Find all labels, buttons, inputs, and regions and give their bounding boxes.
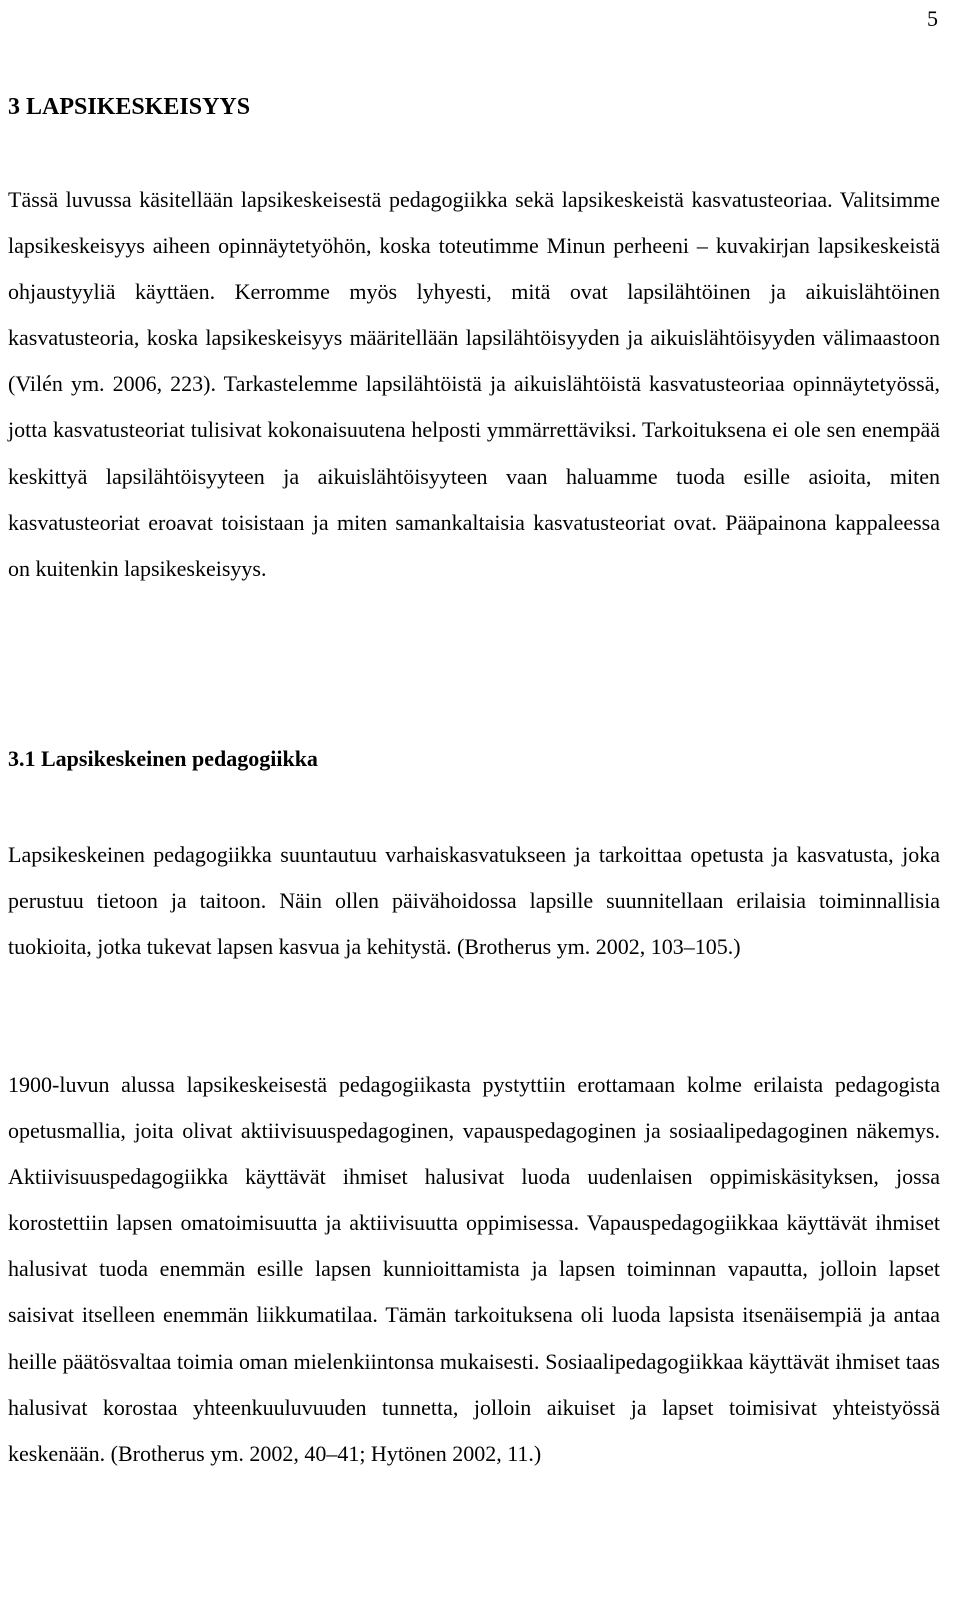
section-paragraph: Lapsikeskeinen pedagogiikka suuntautuu varhaiskasvatukseen ja tarkoittaa opetusta ja kasvatusta, joka perustuu tietoon ja taitoon. Näin ollen päivähoidossa lapsille suunnitellaan erilaisia toiminnallisia tuokioita, jotka tukevat lapsen kasvua ja kehitystä. (Brotherus ym. 2002, 103–105.) [8, 842, 940, 960]
section-heading: 3.1 Lapsikeskeinen pedagogiikka [8, 746, 318, 771]
section-paragraph: 1900-luvun alussa lapsikeskeisestä pedagogiikasta pystyttiin erottamaan kolme erilaista pedagogista opetusmallia, joita olivat aktiivisuuspedagoginen, vapauspedagoginen ja sosiaalipedagoginen näkemys. Aktiivisuuspedagogiikka käyttävät ihmiset halusivat luoda uudenlaisen oppimiskäsityksen, jossa korostettiin lapsen omatoimisuutta ja aktiivisuutta oppimisessa. Vapauspedagogiikkaa käyttävät ihmiset halusivat tuoda enemmän esille lapsen kunnioittamista ja lapsen toiminnan vapautta, jolloin lapset saisivat itselleen enemmän liikkumatilaa. Tämän tarkoituksena oli luoda lapsista itsenäisempiä ja antaa heille päätösvaltaa toimia oman mielenkiintonsa mukaisesti. Sosiaalipedagogiikkaa käyttävät ihmiset taas halusivat korostaa yhteenkuuluvuuden tunnetta, jolloin aikuiset ja lapset toimisivat yhteistyössä keskenään. (Brotherus ym. 2002, 40–41; Hytönen 2002, 11.) [8, 1072, 940, 1466]
chapter-heading: 3 LAPSIKESKEISYYS [8, 94, 251, 120]
chapter-intro-paragraph: Tässä luvussa käsitellään lapsikeskeisestä pedagogiikka sekä lapsikeskeistä kasvatusteoriaa. Valitsimme lapsikeskeisyys aiheen opinnäytetyöhön, koska toteutimme Minun perheeni – kuvakirjan lapsikeskeistä ohjaustyyliä käyttäen. Kerromme myös lyhyesti, mitä ovat lapsilähtöinen ja aikuislähtöinen kasvatusteoria, koska lapsikeskeisyys määritellään lapsilähtöisyyden ja aikuislähtöisyyden välimaastoon (Vilén ym. 2006, 223). Tarkastelemme lapsilähtöistä ja aikuislähtöistä kasvatusteoriaa opinnäytetyössä, jotta kasvatusteoriat tulisivat kokonaisuutena helposti ymmärrettäviksi. Tarkoituksena ei ole sen enempää keskittyä lapsilähtöisyyteen ja aikuislähtöisyyteen vaan haluamme tuoda esille asioita, miten kasvatusteoriat eroavat toisistaan ja miten samankaltaisia kasvatusteoriat ovat. Pääpainona kappaleessa on kuitenkin lapsikeskeisyys. [8, 187, 940, 581]
page-number: 5 [927, 6, 938, 31]
